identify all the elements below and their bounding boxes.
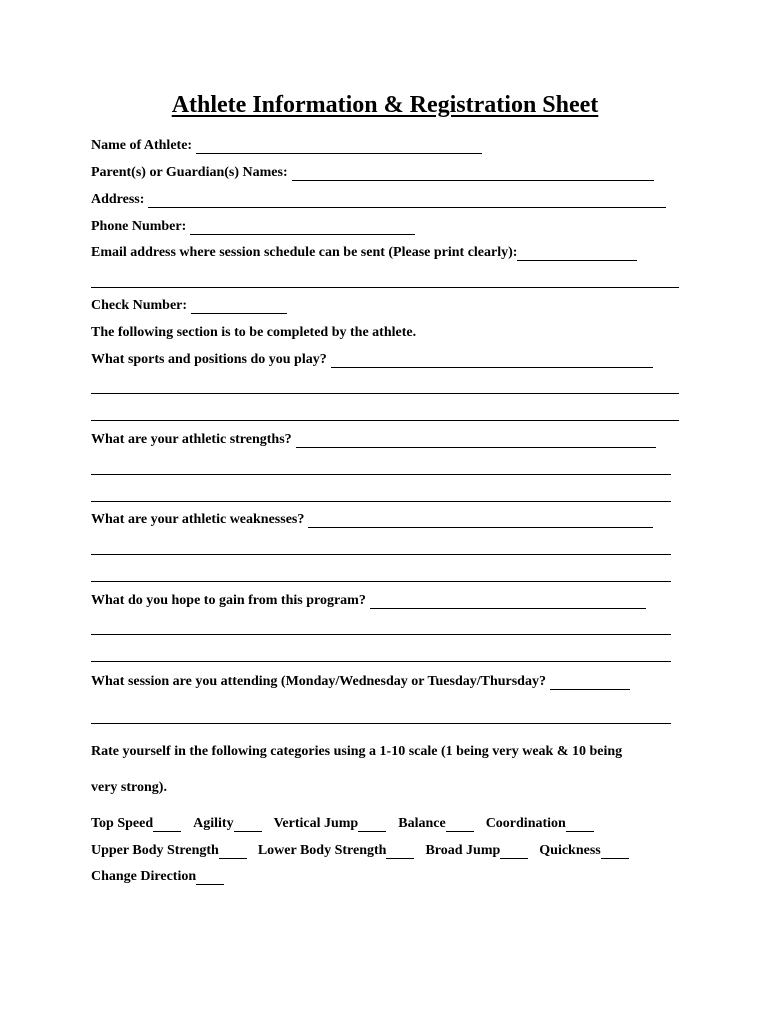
rating-instructions-row — [91, 744, 622, 760]
rating-category-label: Broad Jump — [425, 843, 501, 858]
weaknesses-field[interactable] — [308, 515, 653, 528]
rating-row-1 — [91, 816, 594, 832]
rating-instructions-line1: Rate yourself in the following categories using a 1-10 scale (1 being very weak & 10 being — [91, 744, 623, 759]
rating-field[interactable] — [196, 872, 224, 885]
address-row — [91, 192, 666, 208]
email-field-continued[interactable] — [91, 287, 679, 288]
email-field[interactable] — [517, 248, 637, 261]
check-number-field[interactable] — [191, 301, 287, 314]
rating-field[interactable] — [153, 819, 181, 832]
rating-row-2 — [91, 843, 629, 859]
sports-field[interactable] — [331, 355, 653, 368]
gain-question: What do you hope to gain from this program? — [91, 593, 366, 608]
weaknesses-answer-line[interactable] — [91, 581, 671, 582]
strengths-answer-line[interactable] — [91, 474, 671, 475]
phone-label: Phone Number: — [91, 219, 187, 234]
rating-item-coordination — [486, 816, 594, 832]
athlete-name-label: Name of Athlete: — [91, 138, 193, 153]
rating-field[interactable] — [219, 846, 247, 859]
rating-category-label: Change Direction — [91, 869, 197, 884]
rating-category-label: Balance — [398, 816, 446, 831]
rating-row-3 — [91, 869, 224, 885]
athlete-section-note-row — [91, 325, 416, 341]
parents-row — [91, 165, 654, 181]
parents-label: Parent(s) or Guardian(s) Names: — [91, 165, 288, 180]
email-label: Email address where session schedule can be sent (Please print clearly): — [91, 245, 518, 260]
parents-field[interactable] — [292, 168, 654, 181]
phone-row — [91, 219, 415, 235]
gain-answer-line[interactable] — [91, 634, 671, 635]
rating-item-balance — [398, 816, 473, 832]
rating-instructions-row — [91, 780, 167, 796]
session-question: What session are you attending (Monday/Wednesday or Tuesday/Thursday? — [91, 674, 546, 689]
weaknesses-question: What are your athletic weaknesses? — [91, 512, 305, 527]
rating-item-upper-body-strength — [91, 843, 247, 859]
strengths-field[interactable] — [296, 435, 656, 448]
gain-field[interactable] — [370, 596, 646, 609]
rating-category-label: Agility — [193, 816, 234, 831]
rating-field[interactable] — [566, 819, 594, 832]
strengths-row — [91, 432, 656, 448]
rating-item-quickness — [539, 843, 628, 859]
rating-item-vertical-jump — [274, 816, 387, 832]
rating-category-label: Vertical Jump — [273, 816, 359, 831]
rating-item-lower-body-strength — [258, 843, 415, 859]
athlete-name-field[interactable] — [196, 141, 482, 154]
rating-category-label: Quickness — [539, 843, 601, 858]
rating-field[interactable] — [500, 846, 528, 859]
rating-category-label: Coordination — [485, 816, 566, 831]
strengths-question: What are your athletic strengths? — [91, 432, 292, 447]
phone-field[interactable] — [190, 222, 415, 235]
page-title: Athlete Information & Registration Sheet — [171, 92, 599, 118]
rating-item-change-direction — [91, 869, 224, 885]
athlete-section-note: The following section is to be completed by the athlete. — [91, 325, 417, 340]
rating-field[interactable] — [386, 846, 414, 859]
athlete-name-row — [91, 138, 482, 154]
rating-category-label: Top Speed — [91, 816, 154, 831]
rating-field[interactable] — [446, 819, 474, 832]
check-number-row — [91, 298, 287, 314]
rating-category-label: Upper Body Strength — [91, 843, 219, 858]
address-field[interactable] — [148, 195, 666, 208]
sports-answer-line[interactable] — [91, 420, 679, 421]
session-answer-line[interactable] — [91, 723, 671, 724]
address-label: Address: — [91, 192, 145, 207]
session-row — [91, 674, 630, 690]
check-number-label: Check Number: — [91, 298, 188, 313]
rating-field[interactable] — [358, 819, 386, 832]
rating-item-top-speed — [91, 816, 181, 832]
gain-answer-line[interactable] — [91, 661, 671, 662]
rating-field[interactable] — [234, 819, 262, 832]
strengths-answer-line[interactable] — [91, 501, 671, 502]
sports-question: What sports and positions do you play? — [91, 352, 327, 367]
weaknesses-answer-line[interactable] — [91, 554, 671, 555]
rating-instructions-line2: very strong). — [91, 780, 167, 795]
sports-row — [91, 352, 653, 368]
rating-field[interactable] — [601, 846, 629, 859]
gain-row — [91, 593, 646, 609]
rating-item-broad-jump — [425, 843, 528, 859]
rating-category-label: Lower Body Strength — [257, 843, 387, 858]
session-field[interactable] — [550, 677, 630, 690]
rating-item-agility — [193, 816, 261, 832]
sports-answer-line[interactable] — [91, 393, 679, 394]
weaknesses-row — [91, 512, 653, 528]
email-row — [91, 245, 637, 261]
